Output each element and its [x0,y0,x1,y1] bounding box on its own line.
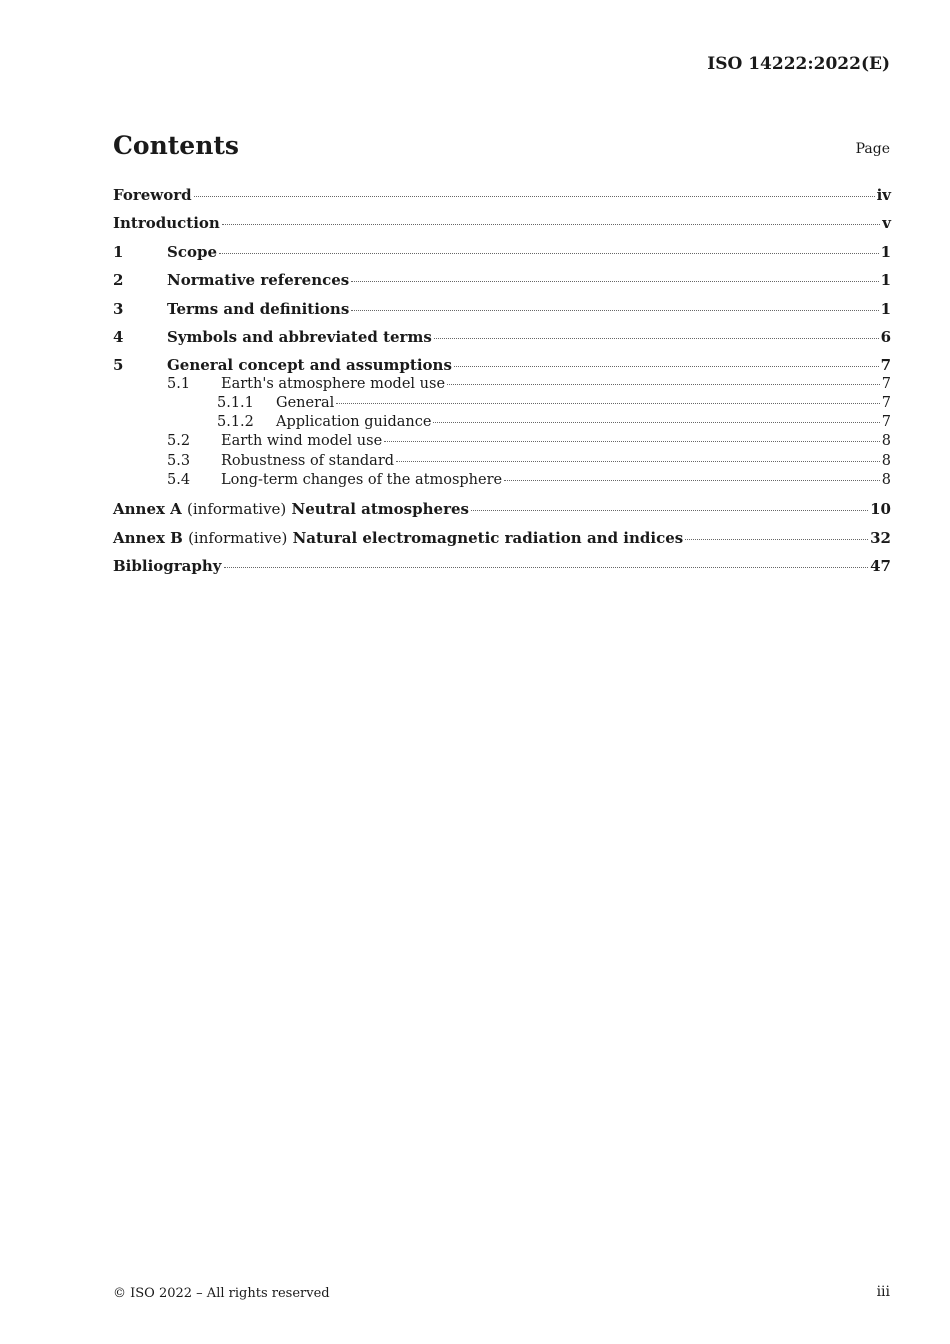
toc-page: 32 [870,529,891,547]
toc-number: 5 [113,356,124,374]
toc-number: 5.2 [167,433,191,449]
dot-leader [504,480,880,481]
dot-leader [685,539,868,540]
toc-entry-terms-definitions[interactable] [113,300,891,318]
dot-leader [433,422,879,423]
toc-title: Foreword [113,186,192,204]
toc-number: 5.3 [167,453,191,469]
dot-leader [434,338,879,339]
toc-title: Robustness of standard [221,453,395,469]
toc-page: 7 [880,356,891,374]
toc-number: 5.1.2 [217,414,254,430]
toc-page: 10 [870,500,891,518]
annex-type: (informative) [187,500,287,518]
dot-leader [396,461,880,462]
toc-page: 1 [880,300,891,318]
toc-page: 8 [881,453,891,469]
toc-number: 4 [113,328,124,346]
toc-entry-5-4[interactable] [113,472,891,488]
toc-title: Scope [167,243,218,261]
toc-entry-5-1-2[interactable] [113,414,891,430]
toc-title: Application guidance [276,414,432,430]
toc-title: Earth wind model use [221,433,383,449]
dot-leader [194,196,875,197]
toc-entry-annex-b[interactable] [113,529,891,547]
contents-title: Contents [113,131,240,160]
toc-entry-normative-references[interactable] [113,271,891,289]
toc-page: 7 [881,395,891,411]
toc-title: General [276,395,335,411]
dot-leader [351,310,878,311]
toc-number: 3 [113,300,124,318]
toc-number: 2 [113,271,124,289]
toc-number: 5.1 [167,376,191,392]
toc-number: 5.1.1 [217,395,254,411]
annex-type: (informative) [188,529,288,547]
dot-leader [219,253,879,254]
page-column-label: Page [855,141,890,157]
dot-leader [447,384,880,385]
toc-page: 1 [880,271,891,289]
toc-title: General concept and assumptions [167,356,452,374]
toc-entry-introduction[interactable] [113,214,891,232]
toc-page: v [882,214,891,232]
toc-title: Neutral atmospheres [291,500,469,518]
toc-entry-general-concept[interactable] [113,356,891,374]
toc-title: Normative references [167,271,350,289]
toc-page: 1 [880,243,891,261]
dot-leader [471,510,868,511]
dot-leader [384,441,880,442]
toc-title: Terms and definitions [167,300,350,318]
toc-page: 8 [881,433,891,449]
toc-entry-annex-a[interactable] [113,500,891,518]
toc-entry-scope[interactable] [113,243,891,261]
toc-page: 7 [881,376,891,392]
toc-entry-foreword[interactable] [113,186,891,204]
toc-page: 47 [870,557,891,575]
toc-page: iv [876,186,891,204]
toc-title: Bibliography [113,557,222,575]
toc-title: Introduction [113,214,220,232]
toc-entry-5-1[interactable] [113,376,891,392]
copyright-notice: © ISO 2022 – All rights reserved [113,1286,330,1301]
toc-entry-5-2[interactable] [113,433,891,449]
dot-leader [336,403,879,404]
toc-number: 5.4 [167,472,191,488]
toc-entry-bibliography[interactable] [113,557,891,575]
toc-entry-5-1-1[interactable] [113,395,891,411]
toc-title: Natural electromagnetic radiation and indices [292,529,684,547]
dot-leader [224,567,869,568]
annex-label: Annex B [113,529,183,547]
toc-number: 1 [113,243,124,261]
toc-title: Long-term changes of the atmosphere [221,472,503,488]
document-id: ISO 14222:2022(E) [707,54,890,74]
annex-label: Annex A [113,500,182,518]
toc-title: Earth's atmosphere model use [221,376,446,392]
dot-leader [222,224,880,225]
toc-page: 6 [880,328,891,346]
page-number: iii [876,1284,890,1300]
toc-entry-symbols[interactable] [113,328,891,346]
dot-leader [454,366,879,367]
toc-page: 8 [881,472,891,488]
toc-entry-5-3[interactable] [113,453,891,469]
toc-page: 7 [881,414,891,430]
dot-leader [351,281,878,282]
toc-title: Symbols and abbreviated terms [167,328,432,346]
